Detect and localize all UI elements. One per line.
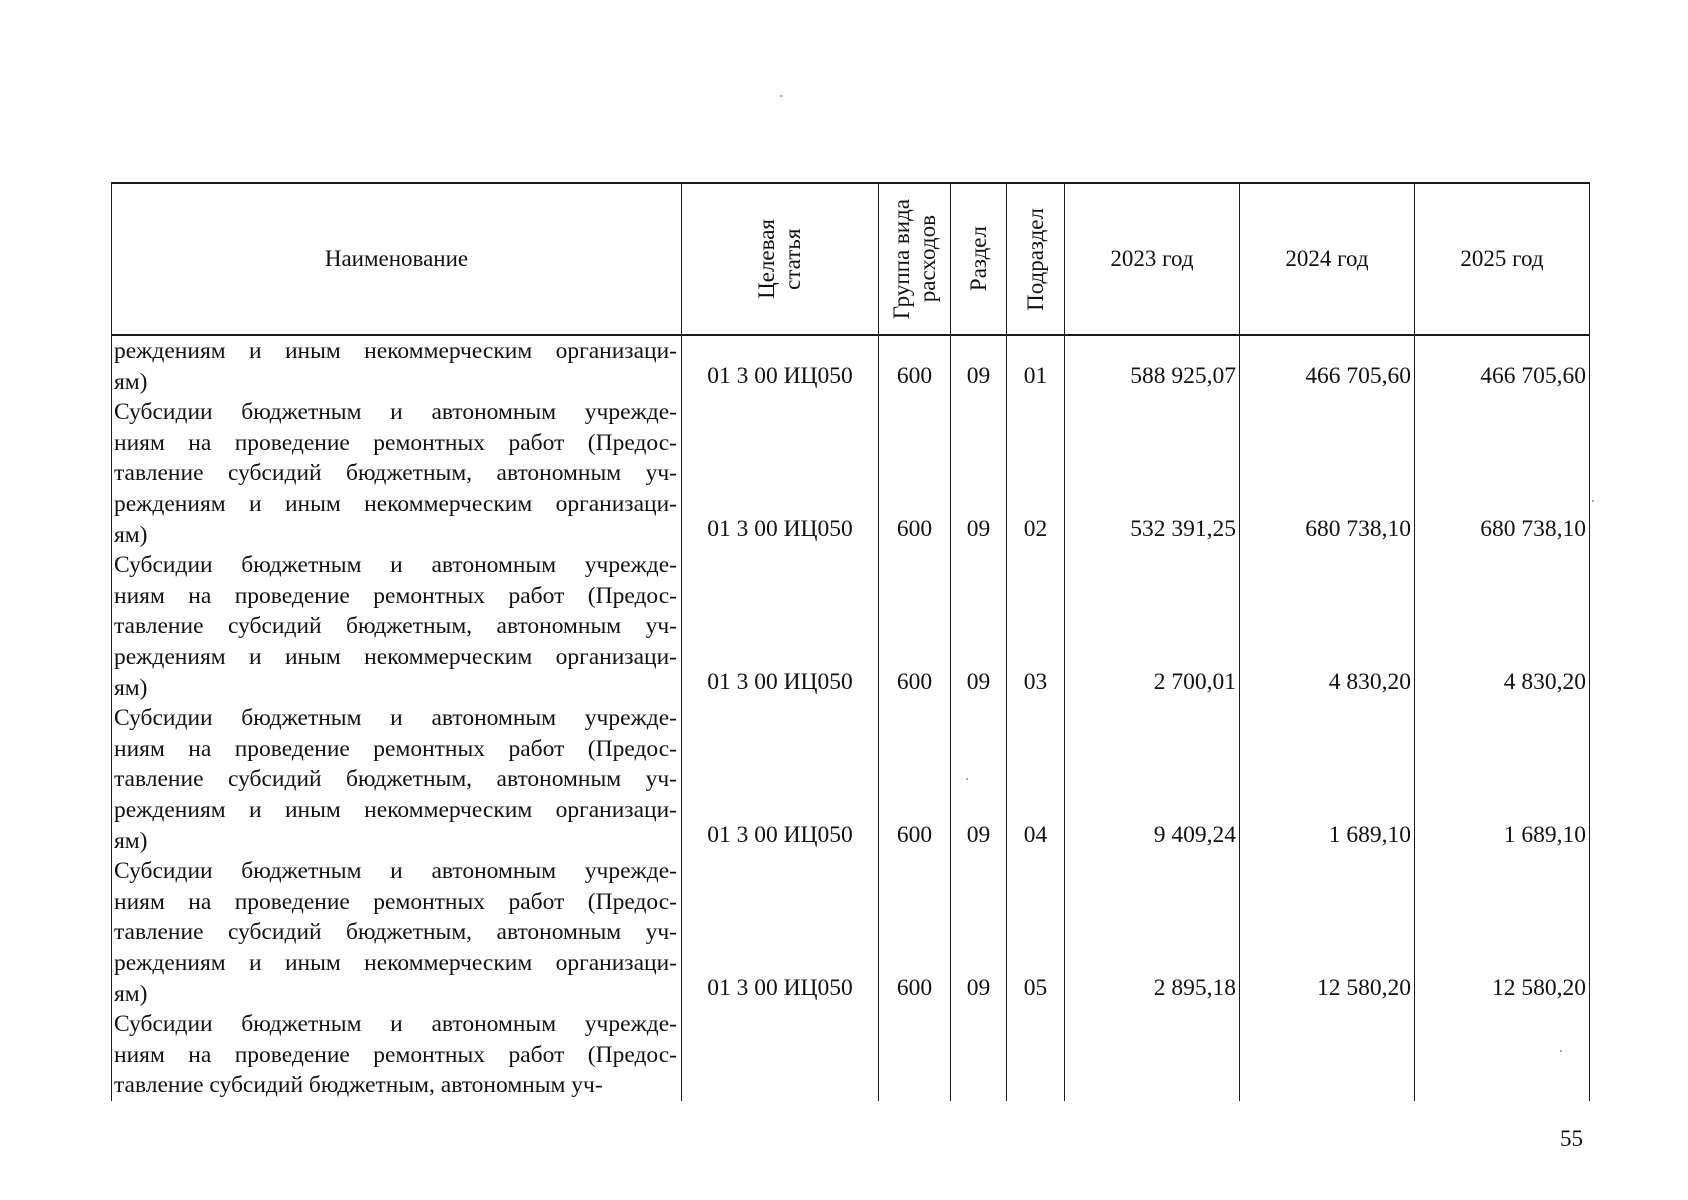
cell-name-line: ниям на проведение ремонтных работ (Предос-: [114, 429, 677, 456]
cell-target-article: 01 3 00 ИЦ050: [682, 703, 879, 856]
cell-name-line: реждениям и иным некоммерческим организаци-: [114, 338, 677, 364]
cell-amount-2024: 12 580,20: [1240, 856, 1415, 1009]
scan-speck: [1592, 500, 1594, 502]
cell-target-article: 01 3 00 ИЦ050: [682, 397, 879, 550]
header-name-label: Наименование: [324, 246, 469, 271]
cell-expense-group: 600: [879, 856, 951, 1009]
cell-expense-group: 600: [879, 335, 951, 397]
table-row: [112, 550, 1590, 703]
header-year-2025-label: 2025 год: [1460, 246, 1544, 271]
cell-amount-2024: 466 705,60: [1240, 335, 1415, 397]
cell-target-article: 01 3 00 ИЦ050: [682, 335, 879, 397]
header-year-2024-label: 2024 год: [1285, 246, 1369, 271]
cell-name-line: Субсидии бюджетным и автономным учрежде-: [114, 399, 677, 426]
cell-name-line: ниям на проведение ремонтных работ (Предос-: [114, 582, 677, 609]
cell-amount-2025: [1415, 1009, 1590, 1101]
cell-name: [112, 550, 682, 703]
header-expense-group: [879, 183, 951, 335]
table-row: [112, 335, 1590, 397]
cell-amount-2024: [1240, 1009, 1415, 1101]
header-year-2024: [1240, 183, 1415, 335]
header-group-line1: Группа вида: [888, 198, 914, 320]
cell-amount-2023: [1065, 1009, 1240, 1101]
budget-table: [111, 182, 1590, 1101]
cell-name-line: Субсидии бюджетным и автономным учрежде-: [114, 1011, 677, 1038]
cell-name-line: реждениям и иным некоммерческим организаци-: [114, 643, 677, 670]
header-subsection-label: Подраздел: [1022, 207, 1048, 311]
cell-amount-2024: 1 689,10: [1240, 703, 1415, 856]
cell-target-article: 01 3 00 ИЦ050: [682, 550, 879, 703]
cell-subsection: 02: [1007, 397, 1065, 550]
table-row: [112, 703, 1590, 856]
cell-amount-2023: 532 391,25: [1065, 397, 1240, 550]
header-subsection: [1007, 183, 1065, 335]
page-number: 55: [1560, 1126, 1583, 1151]
cell-amount-2025: 4 830,20: [1415, 550, 1590, 703]
header-section-label: Раздел: [965, 226, 991, 292]
cell-subsection: 03: [1007, 550, 1065, 703]
header-year-2023-label: 2023 год: [1110, 246, 1194, 271]
cell-name: [112, 397, 682, 550]
cell-target-article: 01 3 00 ИЦ050: [682, 856, 879, 1009]
header-name: [112, 183, 682, 335]
cell-section: 09: [951, 856, 1007, 1009]
scan-speck: [780, 95, 782, 97]
scan-speck: [966, 778, 968, 780]
table-row: [112, 856, 1590, 1009]
cell-name-line: ям): [114, 368, 148, 395]
header-year-2025: [1415, 183, 1590, 335]
header-section: [951, 183, 1007, 335]
cell-target-article: [682, 1009, 879, 1101]
table-row: [112, 397, 1590, 550]
cell-section: 09: [951, 703, 1007, 856]
cell-expense-group: 600: [879, 397, 951, 550]
cell-amount-2024: 680 738,10: [1240, 397, 1415, 550]
header-target-line2: статья: [780, 228, 805, 290]
cell-name-line: ниям на проведение ремонтных работ (Предос-: [114, 1041, 677, 1068]
cell-name-line: ям): [114, 980, 148, 1007]
cell-name-line: тавление субсидий бюджетным, автономным уч-: [114, 460, 677, 487]
cell-subsection: [1007, 1009, 1065, 1101]
cell-amount-2025: 12 580,20: [1415, 856, 1590, 1009]
cell-name-line: тавление субсидий бюджетным, автономным уч-: [114, 919, 677, 946]
cell-name-line: ям): [114, 827, 148, 854]
cell-section: 09: [951, 335, 1007, 397]
cell-name-line: реждениям и иным некоммерческим организаци-: [114, 949, 677, 976]
cell-expense-group: 600: [879, 550, 951, 703]
cell-subsection: 04: [1007, 703, 1065, 856]
cell-subsection: 05: [1007, 856, 1065, 1009]
cell-name-line: Субсидии бюджетным и автономным учрежде-: [114, 705, 677, 732]
cell-name-line: Субсидии бюджетным и автономным учрежде-: [114, 858, 677, 885]
header-row: [112, 183, 1590, 335]
header-target-line1: Целевая: [754, 219, 779, 299]
cell-name: [112, 1009, 682, 1101]
cell-amount-2023: 2 895,18: [1065, 856, 1240, 1009]
cell-amount-2023: 2 700,01: [1065, 550, 1240, 703]
header-target-article: [682, 183, 879, 335]
cell-amount-2025: 1 689,10: [1415, 703, 1590, 856]
cell-name: [112, 856, 682, 1009]
cell-name-line: тавление субсидий бюджетным, автономным уч-: [114, 1072, 603, 1099]
cell-section: [951, 1009, 1007, 1101]
table-row: [112, 1009, 1590, 1101]
cell-name-line: тавление субсидий бюджетным, автономным уч-: [114, 613, 677, 640]
cell-name-line: ниям на проведение ремонтных работ (Предос-: [114, 735, 677, 762]
cell-expense-group: [879, 1009, 951, 1101]
cell-expense-group: 600: [879, 703, 951, 856]
cell-name-line: реждениям и иным некоммерческим организаци-: [114, 490, 677, 517]
cell-name-line: реждениям и иным некоммерческим организаци-: [114, 796, 677, 823]
cell-amount-2023: 9 409,24: [1065, 703, 1240, 856]
table-body: [112, 335, 1590, 1101]
cell-amount-2025: 680 738,10: [1415, 397, 1590, 550]
cell-amount-2023: 588 925,07: [1065, 335, 1240, 397]
header-year-2023: [1065, 183, 1240, 335]
cell-name-line: ям): [114, 521, 148, 548]
table-header: [112, 183, 1590, 335]
cell-name-line: ниям на проведение ремонтных работ (Предос-: [114, 888, 677, 915]
cell-section: 09: [951, 397, 1007, 550]
cell-section: 09: [951, 550, 1007, 703]
cell-amount-2024: 4 830,20: [1240, 550, 1415, 703]
cell-subsection: 01: [1007, 335, 1065, 397]
cell-name-line: ям): [114, 674, 148, 701]
header-group-line2: расходов: [914, 215, 940, 303]
cell-name: [112, 335, 682, 397]
cell-name: [112, 703, 682, 856]
cell-amount-2025: 466 705,60: [1415, 335, 1590, 397]
cell-name-line: тавление субсидий бюджетным, автономным уч-: [114, 766, 677, 793]
cell-name-line: Субсидии бюджетным и автономным учрежде-: [114, 552, 677, 579]
scan-speck: [1560, 1050, 1562, 1052]
